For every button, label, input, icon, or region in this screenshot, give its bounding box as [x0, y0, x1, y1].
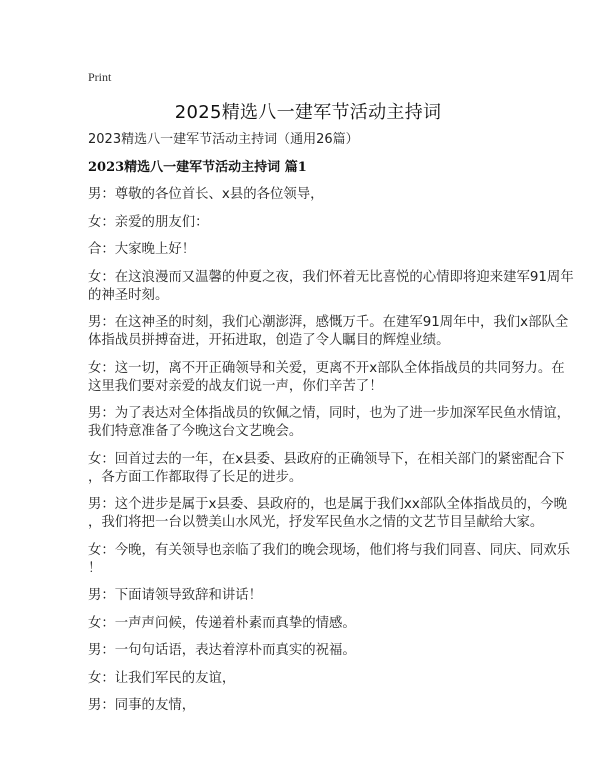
dialogue-paragraph: [88, 360, 565, 396]
document-subtitle: 2023精选八一建军节活动主持词（通用26篇）: [88, 132, 359, 147]
document-body: [88, 131, 574, 725]
paragraph-line: ！: [88, 560, 102, 576]
paragraph-line: 男：这个进步是属于x县委、县政府的，也是属于我们xx部队全体指战员的，今晚: [88, 497, 568, 512]
paragraph-line: 女：在这浪漫而又温馨的仲夏之夜，我们怀着无比喜悦的心情即将迎来建军91周年: [88, 269, 574, 285]
dialogue-paragraph: [88, 451, 565, 487]
dialogue-paragraph: [88, 269, 574, 305]
dialogue-paragraph: [88, 670, 528, 688]
dialogue-paragraph: [88, 405, 571, 441]
dialogue-paragraph: [88, 587, 528, 605]
dialogue-paragraph: [88, 697, 528, 715]
paragraph-line: ，我们将把一台以赞美山水风光，抒发军民鱼水之情的文艺节目呈献给大家。: [88, 515, 544, 530]
paragraph-line: 女：让我们军民的友谊，: [88, 670, 236, 686]
dialogue-paragraph: [88, 241, 528, 259]
paragraph-line: 女：回首过去的一年，在x县委、县政府的正确领导下，在相关部门的紧密配合下: [88, 451, 565, 467]
paragraph-line: 男：在这神圣的时刻，我们心潮澎湃，感慨万千。在建军91周年中，我们x部队全: [88, 315, 569, 330]
paragraph-line: 女：今晚，有关领导也亲临了我们的晚会现场，他们将与我们同喜、同庆、同欢乐: [88, 542, 571, 558]
paragraph-line: 我们特意准备了今晚这台文艺晚会。: [88, 424, 303, 439]
paragraph-line: 这里我们要对亲爱的战友们说一声，你们辛苦了！: [88, 378, 383, 394]
paragraph-line: 男：为了表达对全体指战员的钦佩之情，同时，也为了进一步加深军民鱼水情谊，: [88, 406, 571, 421]
paragraph-line: 男：同事的友情，: [88, 698, 196, 713]
paragraph-line: ，各方面工作都取得了长足的进步。: [88, 469, 303, 485]
dialogue-paragraph: [88, 642, 528, 660]
paragraph-line: 的神圣时刻。: [88, 287, 169, 303]
paragraph-line: 合：大家晚上好！: [88, 242, 196, 257]
paragraph-line: 男：一句句话语，表达着淳朴而真实的祝福。: [88, 643, 356, 658]
paragraph-line: 男：下面请领导致辞和讲话！: [88, 588, 263, 603]
dialogue-paragraph: [88, 214, 528, 232]
dialogue-paragraph: [88, 615, 528, 633]
section-heading: 2023精选八一建军节活动主持词 篇1: [88, 159, 307, 175]
paragraph-line: 女：亲爱的朋友们：: [88, 214, 209, 230]
dialogue-paragraph: [88, 496, 568, 532]
paragraph-line: 女：这一切，离不开正确领导和关爱，更离不开x部队全体指战员的共同努力。在: [88, 360, 565, 376]
paragraph-line: 女：一声声问候，传递着朴素而真挚的情感。: [88, 615, 356, 631]
document-title: 2025精选八一建军节活动主持词: [174, 102, 442, 123]
paragraph-line: 体指战员拼搏奋进，开拓进取，创造了令人瞩目的辉煌业绩。: [88, 333, 450, 348]
print-label[interactable]: Print: [88, 70, 112, 84]
paragraph-list: [88, 186, 574, 715]
paragraph-line: 男：尊敬的各位首长、x县的各位领导，: [88, 187, 324, 202]
dialogue-paragraph: [88, 542, 571, 578]
dialogue-paragraph: [88, 186, 528, 204]
dialogue-paragraph: [88, 314, 569, 350]
